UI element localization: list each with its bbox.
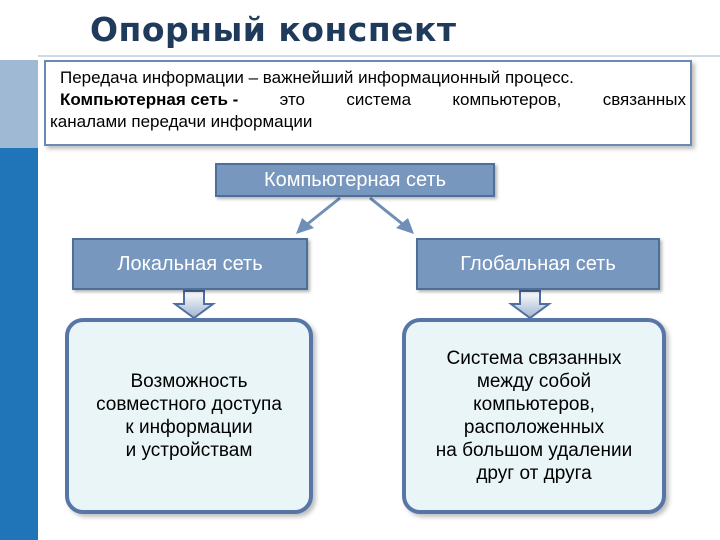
- global-network-description: [402, 318, 666, 514]
- decor-stripe: [0, 0, 38, 60]
- description-line: расположенных: [463, 417, 605, 438]
- arrow-to-local: [296, 198, 340, 234]
- notes-box: [44, 60, 692, 146]
- arrow-to-global: [370, 198, 414, 234]
- down-arrow-right-icon: [511, 291, 549, 318]
- description-line: на большом удалении: [435, 440, 633, 461]
- description-line: и устройствам: [125, 440, 253, 461]
- description-line: совместного доступа: [96, 394, 282, 415]
- node-local-network: Локальная сеть: [72, 238, 308, 290]
- notes-word: связанных: [602, 90, 686, 109]
- notes-word: компьютеров,: [452, 90, 562, 109]
- description-line: к информации: [125, 417, 253, 438]
- title-divider: [38, 55, 720, 57]
- root-node-computer-network: Компьютерная сеть: [215, 163, 495, 197]
- description-line: Возможность: [130, 371, 248, 392]
- left-decor-bar: [0, 0, 38, 540]
- description-line: между собой: [476, 371, 592, 392]
- notes-word: это: [279, 90, 306, 109]
- notes-word: система: [346, 90, 412, 109]
- description-line: компьютеров,: [473, 394, 595, 415]
- notes-term: Компьютерная сеть -: [60, 90, 239, 109]
- description-line: друг от друга: [476, 463, 592, 484]
- down-arrow-left-icon: [175, 291, 213, 318]
- notes-line-1: Передача информации – важнейший информационный процесс.: [60, 68, 574, 87]
- decor-stripe: [0, 148, 38, 540]
- node-global-network: Глобальная сеть: [416, 238, 660, 290]
- description-line: Система связанных: [446, 348, 622, 369]
- notes-line-2: [60, 90, 686, 110]
- page-title: Опорный конспект: [90, 10, 457, 49]
- local-network-description: [65, 318, 313, 514]
- decor-stripe: [0, 60, 38, 148]
- notes-line-3: каналами передачи информации: [50, 112, 313, 131]
